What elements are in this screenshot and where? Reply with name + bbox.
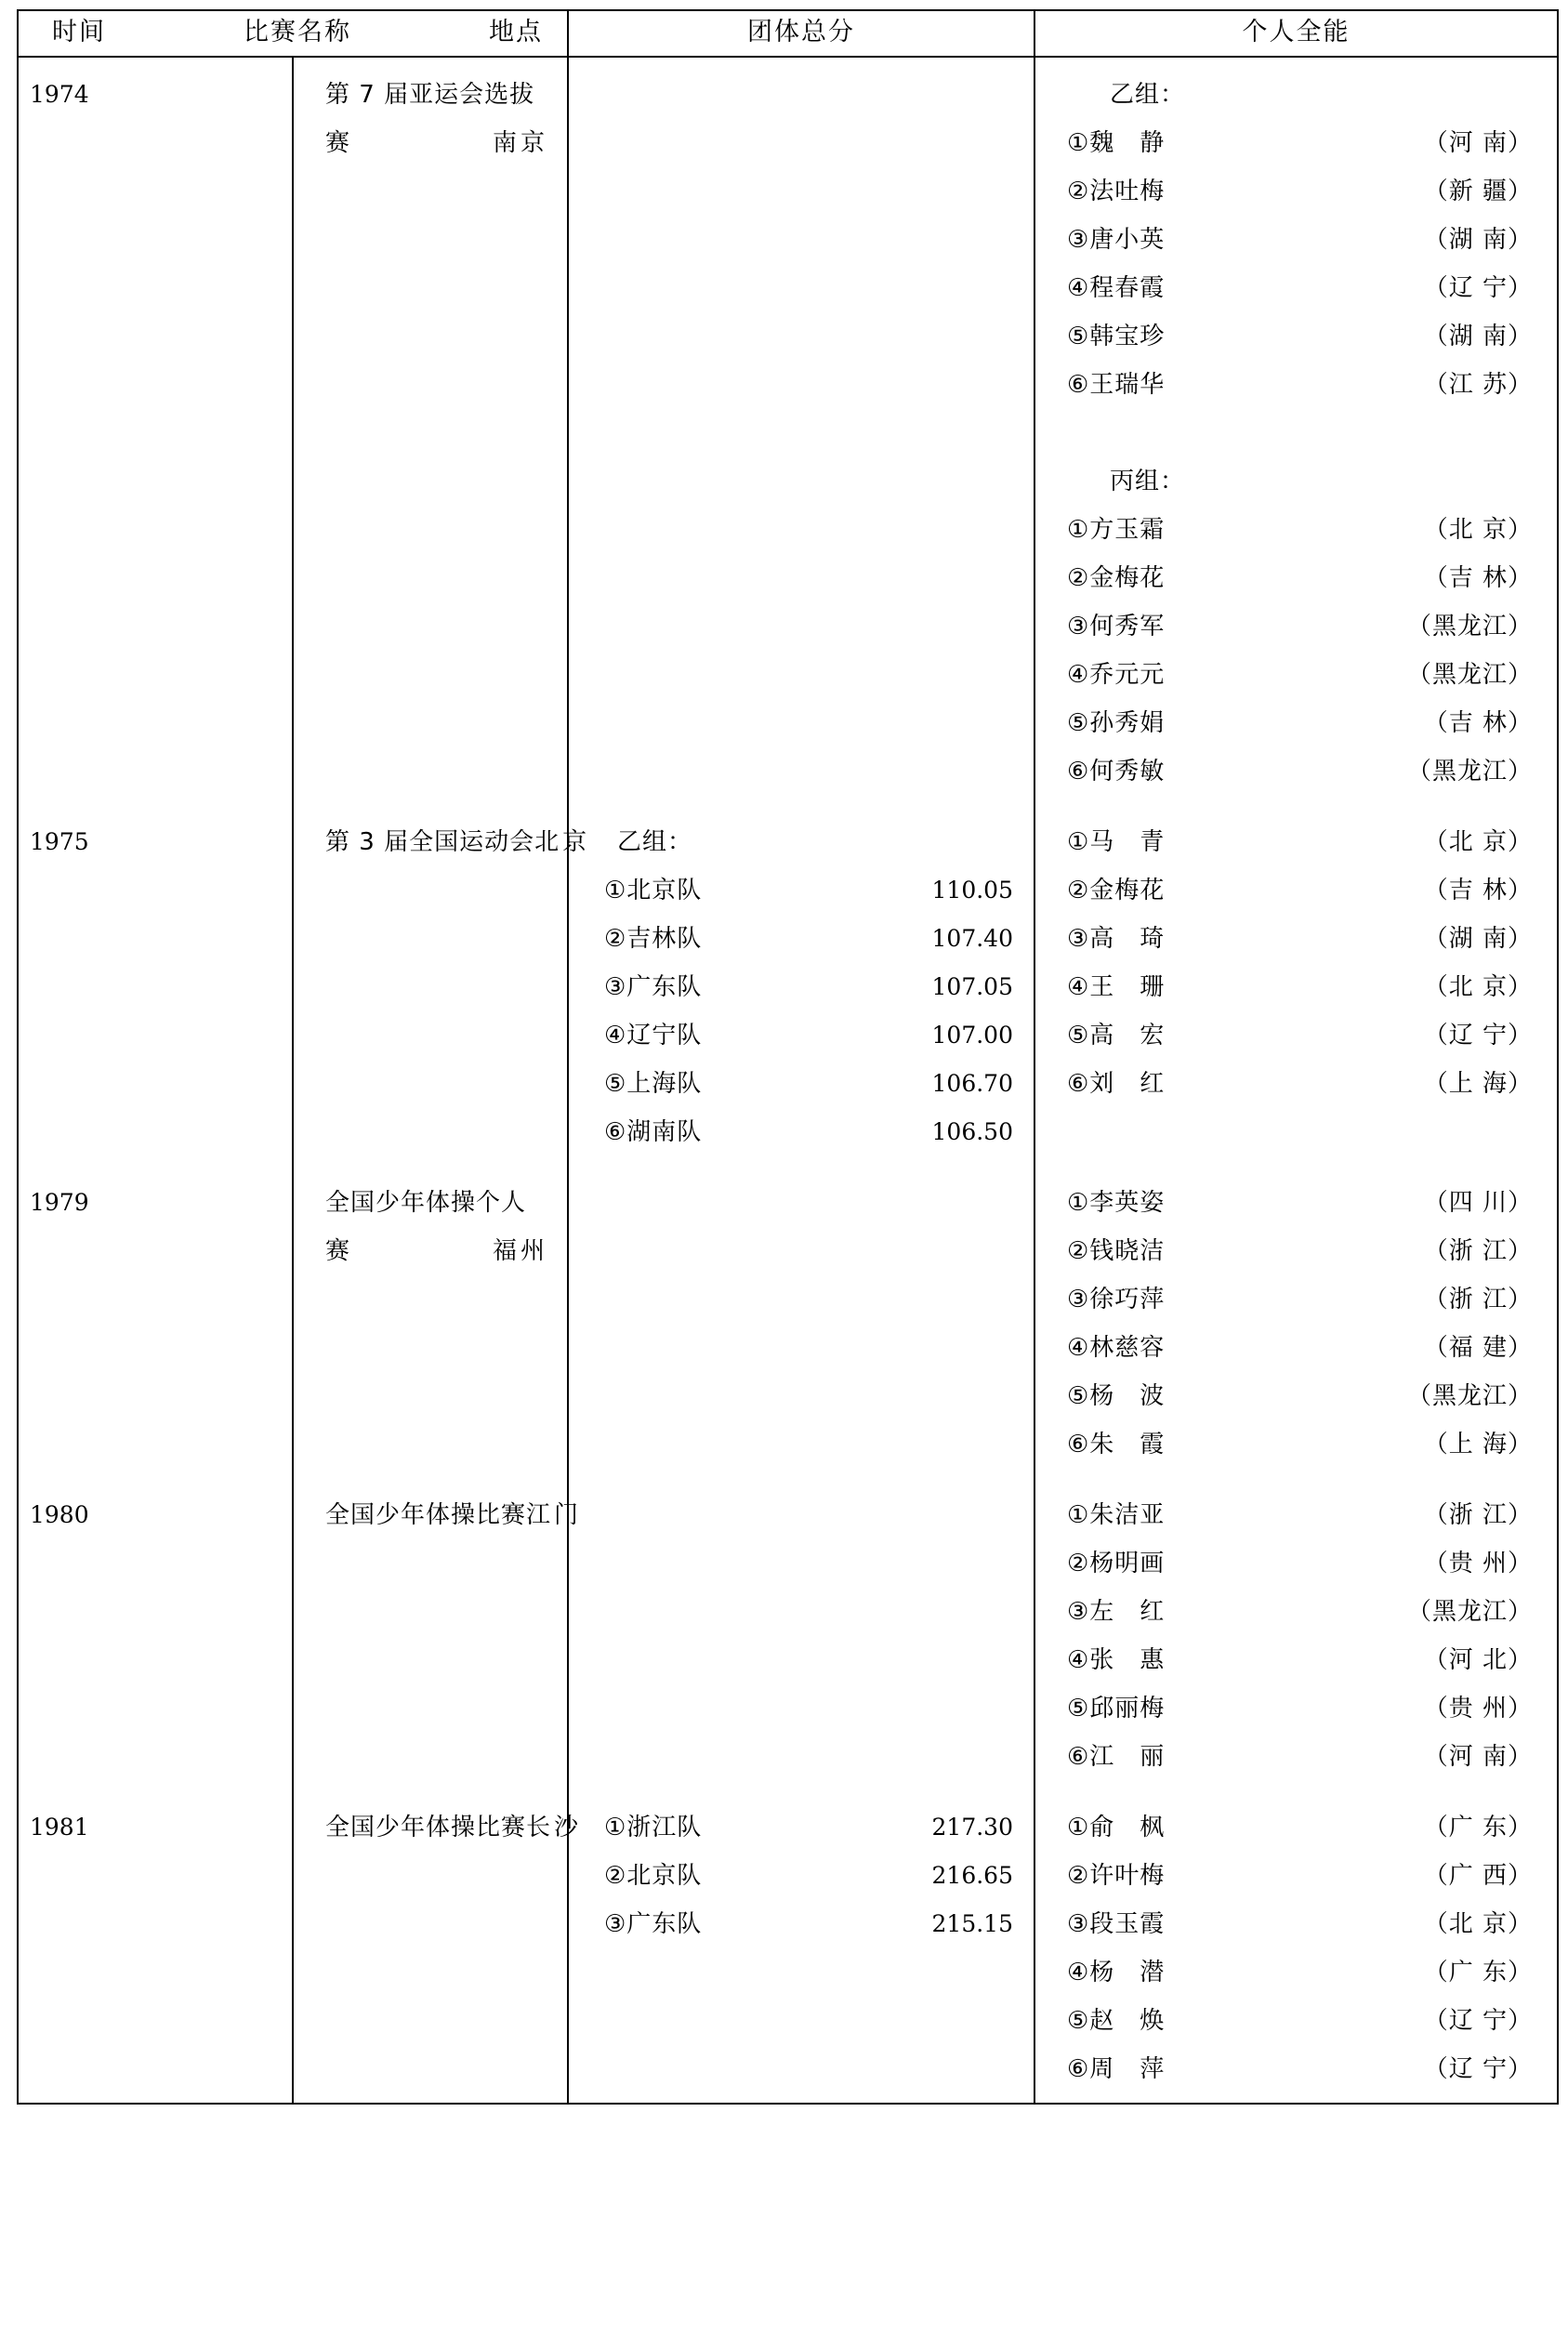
team-row bbox=[569, 1803, 1034, 1852]
athlete-name: ④张 惠 bbox=[1067, 1646, 1166, 1674]
athlete-province: （北 京） bbox=[1423, 828, 1533, 856]
individual-row bbox=[1035, 602, 1557, 651]
header-time: 时间 bbox=[52, 18, 106, 46]
individual-row bbox=[1035, 506, 1557, 554]
team-score: 107.05 bbox=[931, 973, 1013, 1000]
year-value: 1974 bbox=[30, 81, 89, 108]
event-place: 南京 bbox=[492, 129, 548, 157]
team-score: 216.65 bbox=[931, 1862, 1013, 1889]
individual-row bbox=[1035, 167, 1557, 216]
results-table bbox=[17, 9, 1559, 2105]
athlete-name: ③唐小英 bbox=[1067, 226, 1166, 254]
individual-row bbox=[1035, 216, 1557, 264]
individual-row bbox=[1035, 1491, 1557, 1539]
athlete-province: （辽 宁） bbox=[1423, 274, 1533, 302]
team-name: ⑤上海队 bbox=[604, 1070, 703, 1098]
athlete-province: （湖 南） bbox=[1423, 323, 1533, 350]
cell-individual bbox=[1034, 1166, 1558, 1478]
team-row bbox=[569, 1852, 1034, 1900]
table-body bbox=[18, 57, 1558, 2104]
athlete-province: （河 北） bbox=[1423, 1646, 1533, 1674]
athlete-name: ①俞 枫 bbox=[1067, 1814, 1166, 1841]
athlete-name: ①朱洁亚 bbox=[1067, 1501, 1166, 1529]
athlete-province: （吉 林） bbox=[1423, 564, 1533, 592]
athlete-province: （江 苏） bbox=[1423, 371, 1533, 399]
athlete-name: ⑥何秀敏 bbox=[1067, 758, 1166, 785]
team-score: 215.15 bbox=[931, 1910, 1013, 1937]
cell-event-name bbox=[293, 805, 591, 1166]
individual-row bbox=[1035, 651, 1557, 699]
athlete-name: ③徐巧萍 bbox=[1067, 1286, 1166, 1313]
athlete-name: ③高 琦 bbox=[1067, 925, 1166, 953]
athlete-name: ②钱晓洁 bbox=[1067, 1237, 1166, 1265]
athlete-province: （浙 江） bbox=[1423, 1286, 1533, 1313]
individual-row bbox=[1035, 1948, 1557, 1997]
athlete-province: （辽 宁） bbox=[1423, 1022, 1533, 1049]
athlete-province: （黑龙江） bbox=[1406, 1598, 1533, 1626]
athlete-province: （贵 州） bbox=[1423, 1695, 1533, 1722]
athlete-province: （贵 州） bbox=[1423, 1550, 1533, 1577]
header-place: 地点 bbox=[489, 18, 543, 46]
cell-event-name bbox=[293, 1166, 568, 1478]
cell-team-total bbox=[568, 805, 1034, 1166]
individual-row bbox=[1035, 1539, 1557, 1588]
athlete-province: （河 南） bbox=[1423, 129, 1533, 157]
cell-year bbox=[18, 1790, 293, 2104]
individual-row bbox=[1035, 818, 1557, 866]
individual-row bbox=[1035, 119, 1557, 167]
athlete-name: ①马 青 bbox=[1067, 828, 1166, 856]
team-name: ④辽宁队 bbox=[604, 1022, 703, 1049]
team-row bbox=[569, 1011, 1034, 1060]
athlete-province: （黑龙江） bbox=[1406, 661, 1533, 689]
header-event: 比赛名称 bbox=[244, 18, 351, 46]
individual-row bbox=[1035, 1372, 1557, 1420]
athlete-name: ④林慈容 bbox=[1067, 1334, 1166, 1362]
cell-year bbox=[18, 805, 293, 1166]
individual-row bbox=[1035, 1227, 1557, 1275]
event-place: 长沙 bbox=[526, 1814, 583, 1841]
cell-year bbox=[18, 57, 293, 805]
athlete-name: ⑥江 丽 bbox=[1067, 1743, 1166, 1771]
athlete-province: （吉 林） bbox=[1423, 709, 1533, 737]
athlete-name: ④乔元元 bbox=[1067, 661, 1166, 689]
individual-row bbox=[1035, 963, 1557, 1011]
individual-row bbox=[1035, 1636, 1557, 1684]
team-group-label: 乙组： bbox=[617, 828, 693, 856]
athlete-name: ⑤邱丽梅 bbox=[1067, 1695, 1166, 1722]
individual-row bbox=[1035, 2045, 1557, 2093]
individual-row bbox=[1035, 699, 1557, 747]
table-row bbox=[18, 1166, 1558, 1478]
cell-individual bbox=[1034, 1790, 1558, 2104]
cell-team-total bbox=[568, 1790, 1034, 2104]
team-score: 106.50 bbox=[931, 1118, 1013, 1145]
event-name-line bbox=[294, 1491, 583, 1539]
athlete-name: ③左 红 bbox=[1067, 1598, 1166, 1626]
header-individual: 个人全能 bbox=[1034, 10, 1558, 57]
athlete-name: ④王 珊 bbox=[1067, 973, 1166, 1001]
athlete-province: （黑龙江） bbox=[1406, 613, 1533, 640]
table-row bbox=[18, 805, 1558, 1166]
individual-row bbox=[1035, 1420, 1557, 1469]
team-score: 107.40 bbox=[931, 925, 1013, 952]
individual-row bbox=[1035, 1588, 1557, 1636]
athlete-name: ⑤孙秀娟 bbox=[1067, 709, 1166, 737]
team-name: ③广东队 bbox=[604, 1910, 703, 1938]
athlete-province: （湖 南） bbox=[1423, 925, 1533, 953]
individual-row bbox=[1035, 1997, 1557, 2045]
group-spacer bbox=[1035, 409, 1557, 457]
athlete-name: ②许叶梅 bbox=[1067, 1862, 1166, 1890]
team-name: ③广东队 bbox=[604, 973, 703, 1001]
athlete-name: ②法吐梅 bbox=[1067, 178, 1166, 205]
athlete-province: （广 东） bbox=[1423, 1959, 1533, 1986]
athlete-province: （广 东） bbox=[1423, 1814, 1533, 1841]
table-row bbox=[18, 57, 1558, 805]
cell-event-name bbox=[293, 57, 568, 805]
individual-row bbox=[1035, 915, 1557, 963]
team-name: ②吉林队 bbox=[604, 925, 703, 953]
event-name-line bbox=[294, 1803, 583, 1852]
individual-row bbox=[1035, 1852, 1557, 1900]
athlete-name: ①魏 静 bbox=[1067, 129, 1166, 157]
team-row bbox=[569, 1900, 1034, 1948]
athlete-province: （吉 林） bbox=[1423, 877, 1533, 904]
athlete-name: ②金梅花 bbox=[1067, 564, 1166, 592]
athlete-province: （上 海） bbox=[1423, 1431, 1533, 1458]
athlete-name: ④程春霞 bbox=[1067, 274, 1166, 302]
athlete-province: （福 建） bbox=[1423, 1334, 1533, 1362]
team-score: 106.70 bbox=[931, 1070, 1013, 1097]
event-place: 北京 bbox=[534, 828, 591, 856]
cell-year bbox=[18, 1478, 293, 1790]
athlete-name: ③段玉霞 bbox=[1067, 1910, 1166, 1938]
individual-row bbox=[1035, 1060, 1557, 1108]
event-name-text: 赛 bbox=[325, 129, 351, 157]
individual-row bbox=[1035, 866, 1557, 915]
athlete-name: ①李英姿 bbox=[1067, 1189, 1166, 1217]
individual-row bbox=[1035, 312, 1557, 361]
team-name: ⑥湖南队 bbox=[604, 1118, 703, 1146]
year-value: 1975 bbox=[30, 828, 89, 855]
individual-row bbox=[1035, 1900, 1557, 1948]
athlete-province: （北 京） bbox=[1423, 516, 1533, 544]
individual-row bbox=[1035, 1324, 1557, 1372]
team-score: 107.00 bbox=[931, 1022, 1013, 1049]
athlete-name: ③何秀军 bbox=[1067, 613, 1166, 640]
event-name-text: 全国少年体操比赛 bbox=[325, 1814, 527, 1841]
event-name-line bbox=[294, 119, 567, 167]
athlete-name: ⑥刘 红 bbox=[1067, 1070, 1166, 1098]
individual-row bbox=[1035, 1733, 1557, 1781]
cell-event-name bbox=[293, 1790, 583, 2104]
cell-individual bbox=[1034, 57, 1558, 805]
event-name-line bbox=[294, 1227, 567, 1275]
event-name-line: 第 7 届亚运会选拔 bbox=[325, 81, 535, 109]
team-name: ①北京队 bbox=[604, 877, 703, 904]
athlete-province: （上 海） bbox=[1423, 1070, 1533, 1098]
cell-year bbox=[18, 1166, 293, 1478]
cell-team-total bbox=[568, 1166, 1034, 1478]
table-head bbox=[18, 10, 1558, 57]
team-score: 110.05 bbox=[931, 877, 1013, 904]
athlete-name: ②金梅花 bbox=[1067, 877, 1166, 904]
athlete-province: （浙 江） bbox=[1423, 1237, 1533, 1265]
athlete-name: ④杨 潜 bbox=[1067, 1959, 1166, 1986]
cell-individual bbox=[1034, 805, 1558, 1166]
team-row bbox=[569, 1108, 1034, 1156]
cell-individual bbox=[1034, 1478, 1558, 1790]
team-row bbox=[569, 915, 1034, 963]
table-row bbox=[18, 1478, 1558, 1790]
team-row bbox=[569, 963, 1034, 1011]
team-row bbox=[569, 1060, 1034, 1108]
event-name-text: 全国少年体操比赛 bbox=[325, 1501, 527, 1529]
individual-row bbox=[1035, 1684, 1557, 1733]
cell-event-name bbox=[293, 1478, 583, 1790]
individual-row bbox=[1035, 1803, 1557, 1852]
athlete-province: （新 疆） bbox=[1423, 178, 1533, 205]
athlete-name: ⑥朱 霞 bbox=[1067, 1431, 1166, 1458]
individual-row bbox=[1035, 1011, 1557, 1060]
cell-team-total bbox=[568, 57, 1034, 805]
header-time-event-place bbox=[18, 10, 568, 57]
table-row bbox=[18, 1790, 1558, 2104]
event-name-text: 第 3 届全国运动会 bbox=[325, 828, 535, 856]
event-name-line bbox=[294, 818, 591, 866]
athlete-name: ⑤赵 焕 bbox=[1067, 2007, 1166, 2035]
individual-row bbox=[1035, 1275, 1557, 1324]
athlete-province: （四 川） bbox=[1423, 1189, 1533, 1217]
athlete-province: （广 西） bbox=[1423, 1862, 1533, 1890]
athlete-name: ⑥周 萍 bbox=[1067, 2055, 1166, 2083]
athlete-name: ⑥王瑞华 bbox=[1067, 371, 1166, 399]
individual-row bbox=[1035, 747, 1557, 796]
individual-group-label: 乙组： bbox=[1110, 81, 1186, 109]
athlete-province: （黑龙江） bbox=[1406, 1382, 1533, 1410]
athlete-name: ⑤韩宝珍 bbox=[1067, 323, 1166, 350]
athlete-province: （浙 江） bbox=[1423, 1501, 1533, 1529]
table-header-row bbox=[18, 10, 1558, 57]
event-name-text: 赛 bbox=[325, 1237, 351, 1265]
event-place: 福州 bbox=[492, 1237, 548, 1265]
athlete-province: （辽 宁） bbox=[1423, 2007, 1533, 2035]
header-team-total: 团体总分 bbox=[568, 10, 1034, 57]
event-name-line: 全国少年体操个人 bbox=[325, 1189, 527, 1217]
team-name: ①浙江队 bbox=[604, 1814, 703, 1841]
individual-row bbox=[1035, 1179, 1557, 1227]
individual-row bbox=[1035, 554, 1557, 602]
team-row bbox=[569, 866, 1034, 915]
individual-row bbox=[1035, 361, 1557, 409]
athlete-province: （黑龙江） bbox=[1406, 758, 1533, 785]
event-place: 江门 bbox=[526, 1501, 583, 1529]
cell-team-total bbox=[568, 1478, 1034, 1790]
athlete-province: （北 京） bbox=[1423, 973, 1533, 1001]
year-value: 1979 bbox=[30, 1189, 89, 1216]
individual-group-label: 丙组： bbox=[1110, 468, 1186, 495]
athlete-name: ①方玉霜 bbox=[1067, 516, 1166, 544]
athlete-name: ⑤高 宏 bbox=[1067, 1022, 1166, 1049]
team-name: ②北京队 bbox=[604, 1862, 703, 1890]
year-value: 1981 bbox=[30, 1814, 89, 1841]
athlete-name: ⑤杨 波 bbox=[1067, 1382, 1166, 1410]
individual-row bbox=[1035, 264, 1557, 312]
athlete-province: （湖 南） bbox=[1423, 226, 1533, 254]
athlete-name: ②杨明画 bbox=[1067, 1550, 1166, 1577]
team-score: 217.30 bbox=[931, 1814, 1013, 1841]
year-value: 1980 bbox=[30, 1501, 89, 1528]
athlete-province: （北 京） bbox=[1423, 1910, 1533, 1938]
athlete-province: （河 南） bbox=[1423, 1743, 1533, 1771]
athlete-province: （辽 宁） bbox=[1423, 2055, 1533, 2083]
